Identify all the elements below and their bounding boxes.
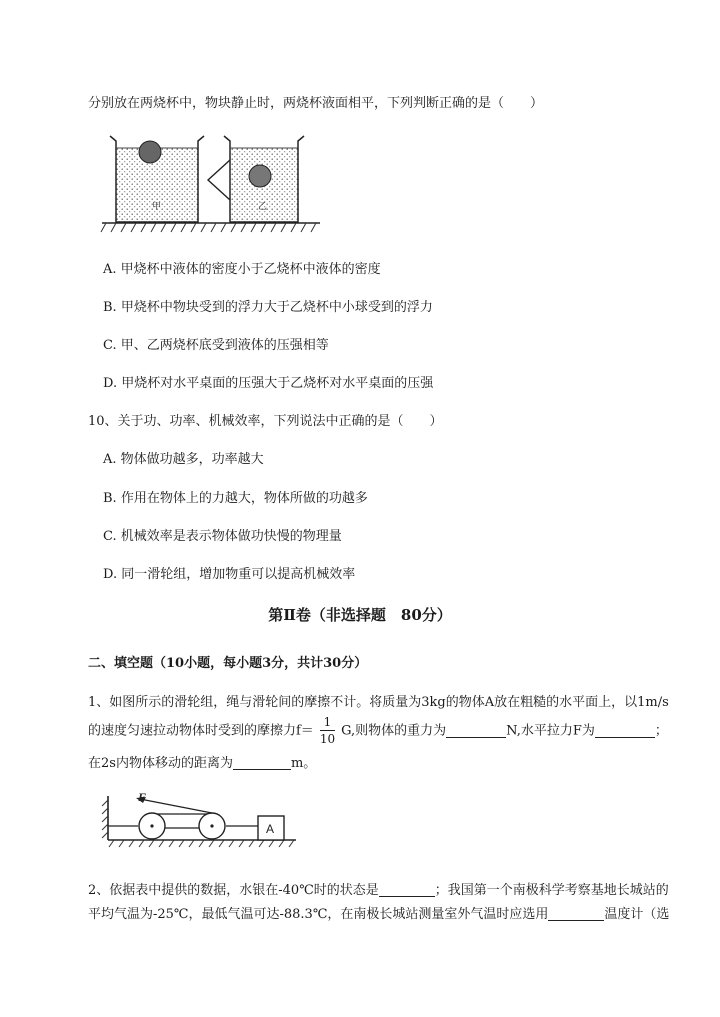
q9-option-a: A. 甲烧杯中液体的密度小于乙烧杯中液体的密度 — [103, 262, 381, 277]
distance-blank[interactable] — [233, 755, 291, 770]
thermometer-blank[interactable] — [548, 906, 604, 921]
fill2-text-c: 平均气温为-25℃，最低气温可达-88.3℃，在南极长城站测量室外气温时应选用 — [88, 907, 549, 922]
friction-fraction — [320, 715, 335, 747]
pull-force-blank[interactable] — [595, 723, 655, 738]
fill2-text-b: ；我国第一个南极科学考察基地长城站的 — [434, 883, 669, 898]
q9-beaker-figure — [96, 128, 324, 236]
fraction-denominator: 10 — [319, 732, 336, 746]
beaker-left-label: 甲 — [152, 202, 162, 212]
fraction-numerator: 1 — [320, 715, 335, 731]
pulley-figure — [100, 790, 300, 850]
fill1-text-e: 在2s内物体移动的距离为 — [88, 756, 233, 771]
fill2-line2 — [88, 903, 669, 922]
q10-stem: 10、关于功、功率、机械效率，下列说法中正确的是（ ） — [88, 414, 443, 429]
q9-option-b: B. 甲烧杯中物块受到的浮力大于乙烧杯中小球受到的浮力 — [103, 300, 433, 315]
block-left — [139, 141, 161, 163]
fill1-line2 — [88, 715, 668, 747]
q10-option-d: D. 同一滑轮组，增加物重可以提高机械效率 — [103, 567, 356, 582]
q9-stem: 分别放在两烧杯中，物块静止时，两烧杯液面相平，下列判断正确的是（ ） — [88, 96, 544, 111]
beaker-right-label: 乙 — [258, 202, 268, 212]
fill2-line1 — [88, 879, 669, 898]
section-heading: 二、填空题（10小题，每小题3分，共计30分） — [88, 656, 368, 671]
fill1-line1: 1、如图所示的滑轮组，绳与滑轮间的摩擦不计。将质量为3kg的物体A放在粗糙的水平面上，以1m/s — [88, 695, 669, 710]
ball-right — [249, 165, 271, 187]
part2-title: 第Ⅱ卷（非选择题 80分） — [268, 606, 452, 624]
mercury-state-blank[interactable] — [379, 882, 435, 897]
fill1-text-c: N,水平拉力F为 — [506, 723, 595, 739]
fill1-text-b: G,则物体的重力为 — [341, 723, 447, 739]
block-label: A — [266, 822, 275, 836]
gravity-blank[interactable] — [446, 723, 506, 738]
fill1-text-f: m。 — [290, 756, 317, 771]
force-label: F — [138, 790, 147, 804]
beaker-left — [110, 136, 204, 222]
q10-option-c: C. 机械效率是表示物体做功快慢的物理量 — [103, 529, 342, 544]
fill1-text-a: 的速度匀速拉动物体时受到的摩擦力f＝ — [88, 723, 314, 739]
q10-option-a: A. 物体做功越多，功率越大 — [103, 452, 264, 467]
fill1-text-d: ； — [654, 723, 668, 739]
q9-option-d: D. 甲烧杯对水平桌面的压强大于乙烧杯对水平桌面的压强 — [103, 376, 434, 391]
q10-option-b: B. 作用在物体上的力越大，物体所做的功越多 — [103, 491, 368, 506]
fill2-text-d: 温度计（选 — [604, 907, 670, 922]
fill1-line3 — [88, 752, 316, 771]
q9-option-c: C. 甲、乙两烧杯底受到液体的压强相等 — [103, 338, 329, 353]
beaker-right — [208, 136, 304, 222]
fill2-text-a: 2、依据表中提供的数据，水银在-40℃时的状态是 — [88, 883, 379, 898]
